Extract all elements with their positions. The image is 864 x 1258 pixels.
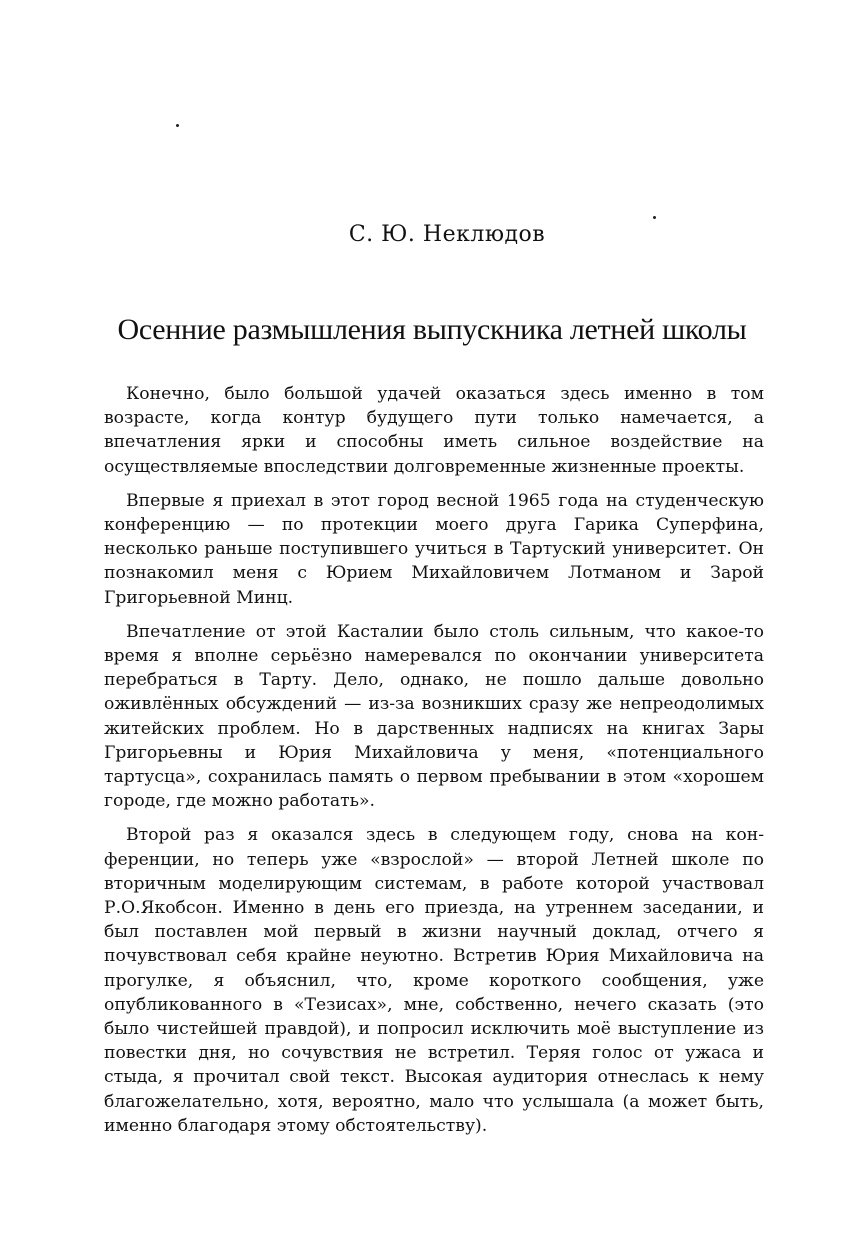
scan-speck [176, 124, 179, 127]
article-title: Осенние размышления выпускника летней школы [117, 313, 747, 346]
paragraph: Впервые я приехал в этот город весной 1965 года на студенческую конференцию — по протекции моего друга Гарика Суперфина, несколько раньше поступившего учиться в Тартуский университет. Он познакомил меня с Юрием Михайловичем Лотманом и Зарой Григорьевной Минц. [104, 490, 764, 608]
paragraph: Второй раз я оказался здесь в следующем году, снова на конференции, но теперь уже «взрослой» — второй Летней школе по вторичным моделирующим системам, в работе которой участвовал Р.О.Якобсон. Именно в день его приезда, на утреннем заседании, и был поставлен мой первый в жизни научный доклад, отчего я почувствовал себя крайне неуютно. Встретив Юрия Михайловича на прогулке, я объяснил, что, кроме короткого сообщения, уже опубликованного в «Тезисах», мне, собственно, нечего сказать (это было чистейшей правдой), и попросил исключить моё выступление из повестки дня, но сочувствия не встретил. Теряя голос от ужаса и стыда, я прочитал свой текст. Высокая аудитория отнеслась к нему благожелательно, хотя, вероятно, мало что услышала (а может быть, именно благодаря этому обстоятельству). [104, 825, 764, 1136]
article-body [104, 382, 764, 1138]
author-name: С. Ю. Неклюдов [348, 222, 546, 247]
paragraph: Конечно, было большой удачей оказаться здесь именно в том возрасте, когда контур будущего пути только намечается, а впечатления ярки и способны иметь сильное воздействие на осуществляемые впоследствии долговременные жизненные проекты. [104, 384, 764, 477]
paragraph: Впечатление от этой Касталии было столь сильным, что какое-то время я вполне серьёзно намеревался по окончании университета перебраться в Тарту. Дело, однако, не пошло дальше довольно оживлённых обсуждений — из-за возникших сразу же непреодолимых житейских проблем. Но в дарственных надписях на книгах Зары Григорьевны и Юрия Михайловича у меня, «потенциального тартусца», сохранилась память о первом пребывании в этом «хорошем городе, где можно работать». [104, 621, 764, 812]
scan-speck [653, 216, 656, 219]
